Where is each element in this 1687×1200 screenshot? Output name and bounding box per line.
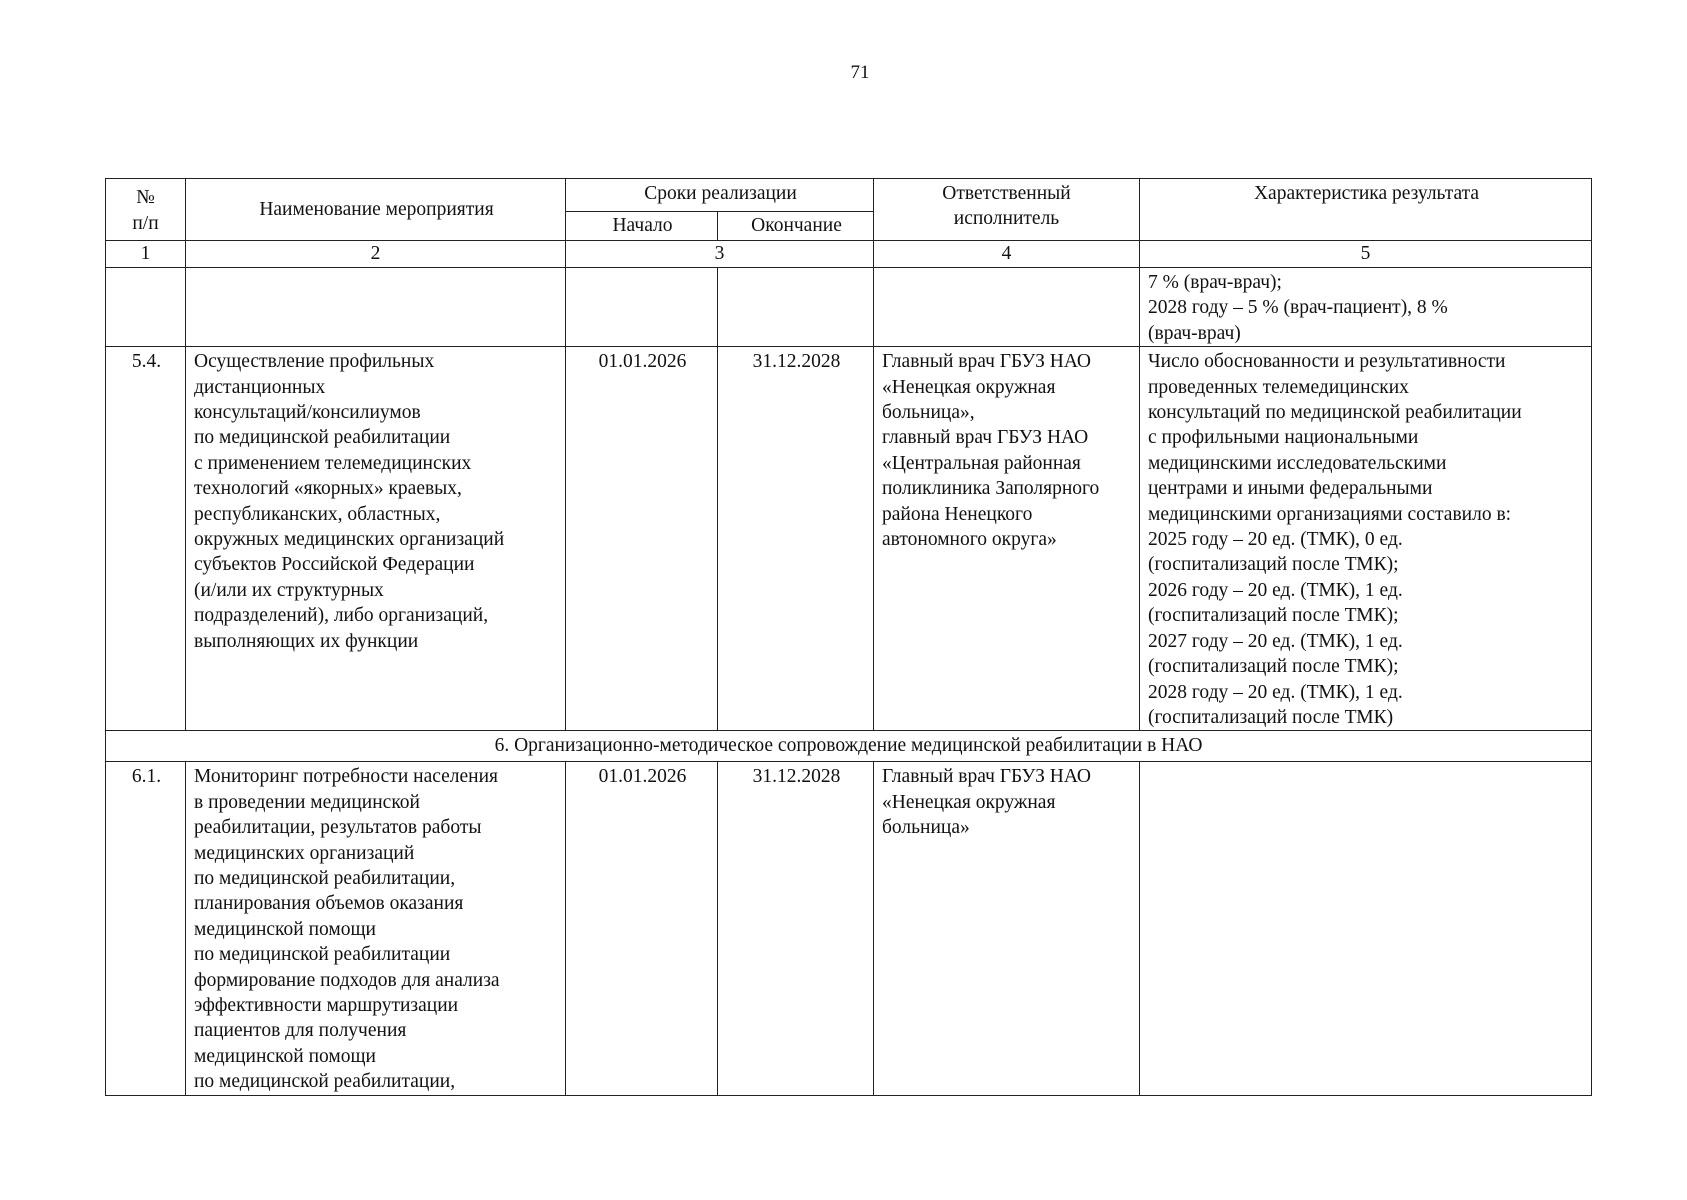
table-row: [106, 762, 1592, 1096]
column-number: 2: [186, 241, 566, 268]
row-responsible: [874, 268, 1140, 347]
row-responsible: Главный врач ГБУЗ НАО «Ненецкая окружная больница», главный врач ГБУЗ НАО «Центральная районная поликлиника Заполярного района Ненецкого автономного округа»: [874, 347, 1140, 731]
row-end: [718, 268, 874, 347]
header-result: Характеристика результата: [1140, 179, 1592, 241]
row-start: 01.01.2026: [566, 762, 718, 1096]
header-name: Наименование мероприятия: [186, 179, 566, 241]
row-start: [566, 268, 718, 347]
row-name: Осуществление профильных дистанционных консультаций/консилиумов по медицинской реабилитации с применением телемедицинских технологий «якорных» краевых, республиканских, областных, окружных медицинских организаций субъектов Российской Федерации (и/или их структурных подразделений), либо организаций, выполняющих их функции: [186, 347, 566, 731]
column-number: 5: [1140, 241, 1592, 268]
plan-table: [105, 178, 1592, 1096]
row-end: 31.12.2028: [718, 347, 874, 731]
table-row: [106, 268, 1592, 347]
row-result: 7 % (врач-врач); 2028 году – 5 % (врач-пациент), 8 % (врач-врач): [1140, 268, 1592, 347]
header-end: Окончание: [718, 212, 874, 241]
section-row: [106, 731, 1592, 762]
column-number: 1: [106, 241, 186, 268]
row-result: Число обоснованности и результативности проведенных телемедицинских консультаций по медицинской реабилитации с профильными национальными медицинскими исследовательскими центрами и иными федеральными медицинскими организациями составило в: 2025 году – 20 ед. (ТМК), 0 ед. (госпитализаций после ТМК); 2026 году – 20 ед. (ТМК), 1 ед. (госпитализаций после ТМК); 2027 году – 20 ед. (ТМК), 1 ед. (госпитализаций после ТМК); 2028 году – 20 ед. (ТМК), 1 ед. (госпитализаций после ТМК): [1140, 347, 1592, 731]
row-number: [106, 268, 186, 347]
row-result: [1140, 762, 1592, 1096]
row-name: [186, 268, 566, 347]
column-number: 4: [874, 241, 1140, 268]
header-num: № п/п: [106, 179, 186, 241]
row-start: 01.01.2026: [566, 347, 718, 731]
row-responsible: Главный врач ГБУЗ НАО «Ненецкая окружная больница»: [874, 762, 1140, 1096]
row-name: Мониторинг потребности населения в проведении медицинской реабилитации, результатов работы медицинских организаций по медицинской реабилитации, планирования объемов оказания медицинской помощи по медицинской реабилитации формирование подходов для анализа эффективности маршрутизации пациентов для получения медицинской помощи по медицинской реабилитации,: [186, 762, 566, 1096]
page-number: 71: [850, 62, 870, 83]
header-responsible: Ответственный исполнитель: [874, 179, 1140, 241]
row-number: 6.1.: [106, 762, 186, 1096]
row-number: 5.4.: [106, 347, 186, 731]
header-start: Начало: [566, 212, 718, 241]
header-terms: Сроки реализации: [566, 179, 874, 212]
column-numbers-row: [106, 241, 1592, 268]
row-end: 31.12.2028: [718, 762, 874, 1096]
column-number: 3: [566, 241, 874, 268]
table-row: [106, 347, 1592, 731]
section-title: 6. Организационно-методическое сопровождение медицинской реабилитации в НАО: [106, 731, 1592, 762]
